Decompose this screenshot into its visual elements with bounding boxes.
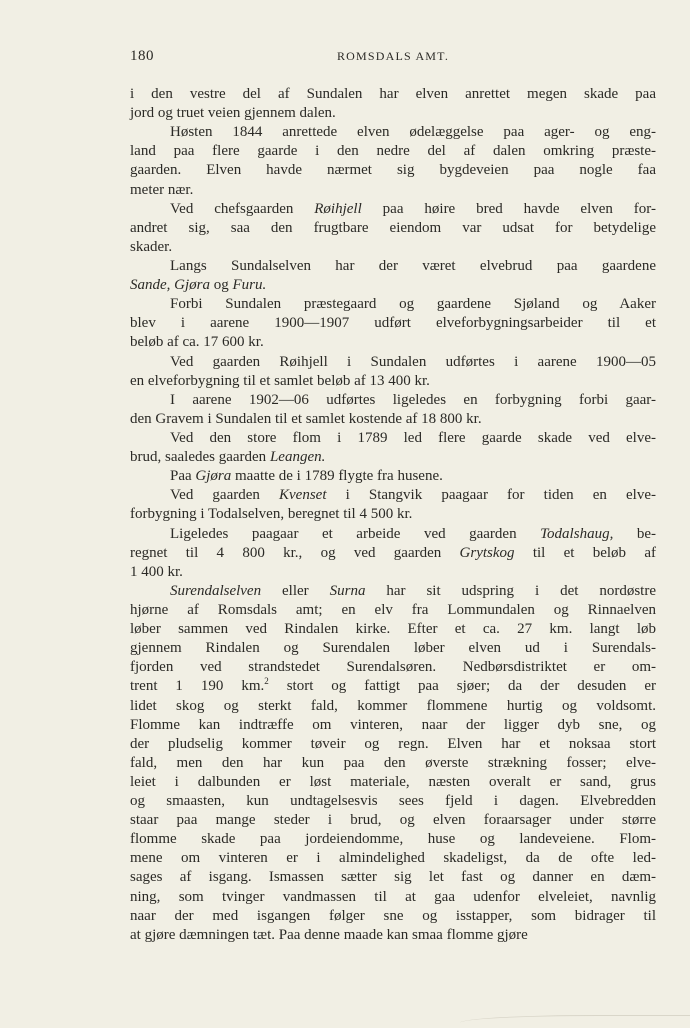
text-run: Ved den store flom i 1789 led flere gaarde skade ved elve-	[170, 429, 656, 446]
italic-place-name: Grytskog	[459, 544, 515, 561]
text-line	[130, 219, 656, 238]
text-line	[130, 773, 656, 792]
text-run: løber sammen ved Rindalen kirke. Efter et ca. 27 km. langt løb	[130, 621, 656, 638]
text-line	[130, 123, 656, 142]
text-line	[130, 391, 656, 410]
text-run: Ved gaarden Røihjell i Sundalen udførtes i aarene 1900—05	[170, 353, 656, 370]
text-line	[130, 601, 656, 620]
text-line	[130, 161, 656, 180]
text-line	[130, 372, 656, 391]
text-line	[130, 85, 656, 104]
text-run: fjorden ved strandstedet Surendalsøren. Nedbørsdistriktet er om-	[130, 659, 656, 676]
text-run: gaarden. Elven havde nærmet sig bygdeveien paa nogle faa	[130, 162, 656, 179]
text-line	[130, 410, 656, 429]
page-edge	[460, 1015, 690, 1028]
italic-place-name: Gjøra	[195, 468, 232, 485]
text-line	[130, 849, 656, 868]
text-line	[130, 333, 656, 352]
text-line	[130, 181, 656, 200]
italic-place-name: Sande, Gjøra	[130, 277, 210, 294]
text-line	[130, 257, 656, 276]
text-line	[130, 429, 656, 448]
text-run: Paa	[170, 468, 196, 485]
text-run: be-	[613, 525, 656, 542]
text-line	[130, 142, 656, 161]
text-run: skader.	[130, 238, 173, 255]
text-line	[130, 505, 656, 524]
text-line	[130, 639, 656, 658]
text-run: gjennem Rindalen og Surendalen løber elven ud i Surendals-	[130, 640, 656, 657]
superscript: 2	[264, 676, 269, 687]
text-line	[130, 716, 656, 735]
text-line	[130, 658, 656, 677]
text-run: meter nær.	[130, 181, 194, 198]
text-run: beløb af ca. 17 600 kr.	[130, 334, 264, 351]
text-run: har sit udspring i det nordøstre	[365, 582, 656, 599]
text-line	[130, 353, 656, 372]
text-line	[130, 677, 656, 696]
text-line	[130, 563, 656, 582]
italic-place-name: Furu.	[232, 277, 267, 294]
text-run: sages af isgang. Ismassen sætter sig let fast og danner en dæm-	[130, 869, 656, 886]
text-run: maatte de i 1789 flygte fra husene.	[231, 468, 443, 485]
text-run: stort og fattigt paa sjøer; da der desuden er	[268, 678, 657, 695]
text-run: Ved chefsgaarden	[170, 200, 315, 217]
text-run: der pludselig kommer tøveir og regn. Elven har et noksaa stort	[130, 735, 656, 752]
text-run: ning, som tvinger vandmassen til at gaa udenfor elveleiet, navnlig	[130, 888, 656, 905]
text-run: Høsten 1844 anrettede elven ødelæggelse paa ager- og eng-	[170, 124, 656, 141]
text-line	[130, 792, 656, 811]
text-run: og smaasten, kun undtagelsesvis sees fjeld i dagen. Elvebredden	[130, 793, 656, 810]
text-line	[130, 907, 656, 926]
text-line	[130, 544, 656, 563]
text-line	[130, 486, 656, 505]
text-run: trent 1 190 km.	[130, 678, 265, 695]
italic-place-name: Røihjell	[314, 200, 362, 217]
text-run: Forbi Sundalen præstegaard og gaardene Sjøland og Aaker	[170, 296, 656, 313]
text-line	[130, 104, 656, 123]
text-line	[130, 276, 656, 295]
text-line	[130, 295, 656, 314]
italic-place-name: Todalshaug,	[540, 525, 614, 542]
text-run: i den vestre del af Sundalen har elven anrettet megen skade paa	[130, 86, 656, 102]
text-run: og	[210, 277, 233, 294]
text-line	[130, 238, 656, 257]
text-run: andret sig, saa den frugtbare eiendom var udsat for betydelige	[130, 219, 656, 236]
text-run: jord og truet veien gjennem dalen.	[130, 105, 336, 122]
text-line	[130, 754, 656, 773]
text-run: hjørne af Romsdals amt; en elv fra Lommundalen og Rinnaelven	[130, 601, 656, 618]
text-run: i Stangvik paagaar for tiden en elve-	[326, 487, 657, 504]
text-line	[130, 926, 656, 945]
text-line	[130, 868, 656, 887]
italic-place-name: Leangen.	[269, 449, 326, 466]
text-run: en elveforbygning til et samlet beløb af 13 400 kr.	[130, 372, 430, 389]
text-run: regnet til 4 800 kr., og ved gaarden	[130, 544, 460, 561]
text-line	[130, 525, 656, 544]
text-line	[130, 467, 656, 486]
text-run: I aarene 1902—06 udførtes ligeledes en forbygning forbi gaar-	[170, 391, 656, 408]
text-line	[130, 620, 656, 639]
text-run: Flomme kan indtræffe om vinteren, naar der ligger dyb sne, og	[130, 716, 656, 733]
text-run: flomme skade paa jordeiendomme, huse og landeveiene. Flom-	[130, 831, 656, 848]
text-run: til et beløb af	[514, 544, 656, 561]
text-run: lidet skog og sterkt fald, kommer flommene hurtig og voldsomt.	[130, 697, 656, 714]
text-line	[130, 830, 656, 849]
text-line	[130, 448, 656, 467]
text-run: leiet i dalbunden er løst materiale, næsten overalt er sand, grus	[130, 773, 656, 790]
text-run: 1 400 kr.	[130, 563, 183, 580]
page-header	[130, 48, 656, 68]
text-run: Langs Sundalselven har der været elvebrud paa gaardene	[170, 257, 656, 274]
body-text	[130, 85, 656, 945]
text-run: Ligeledes paagaar et arbeide ved gaarden	[170, 525, 541, 542]
text-run: Ved gaarden	[170, 487, 280, 504]
text-run: at gjøre dæmningen tæt. Paa denne maade kan smaa flomme gjøre	[130, 926, 528, 943]
text-line	[130, 811, 656, 830]
italic-place-name: Surna	[329, 582, 366, 599]
text-line	[130, 314, 656, 333]
text-run: fald, men den har kun paa den øverste strækning fosser; elve-	[130, 754, 656, 771]
text-run: naar der med isgangen følger sne og isstapper, som bidrager til	[130, 907, 656, 924]
text-line	[130, 200, 656, 219]
text-run: forbygning i Todalselven, beregnet til 4 500 kr.	[130, 506, 413, 523]
text-line	[130, 888, 656, 907]
running-title: ROMSDALS AMT.	[336, 49, 450, 63]
italic-place-name: Surendalselven	[170, 582, 262, 599]
text-run: brud, saaledes gaarden	[130, 449, 270, 466]
text-run: staar paa mange steder i brud, og elven foraarsager under større	[130, 812, 656, 829]
text-run: blev i aarene 1900—1907 udført elveforbygningsarbeider til et	[130, 315, 656, 332]
italic-place-name: Kvenset	[279, 487, 327, 504]
page-number: 180	[130, 48, 154, 64]
text-run: eller	[261, 582, 330, 599]
text-run: mene om vinteren er i almindelighed skadeligst, da de ofte led-	[130, 850, 656, 867]
text-line	[130, 582, 656, 601]
text-run: den Gravem i Sundalen til et samlet kostende af 18 800 kr.	[130, 410, 482, 427]
text-run: paa høire bred havde elven for-	[361, 200, 656, 217]
text-line	[130, 735, 656, 754]
text-line	[130, 697, 656, 716]
text-run: land paa flere gaarde i den nedre del af dalen omkring præste-	[130, 143, 656, 160]
